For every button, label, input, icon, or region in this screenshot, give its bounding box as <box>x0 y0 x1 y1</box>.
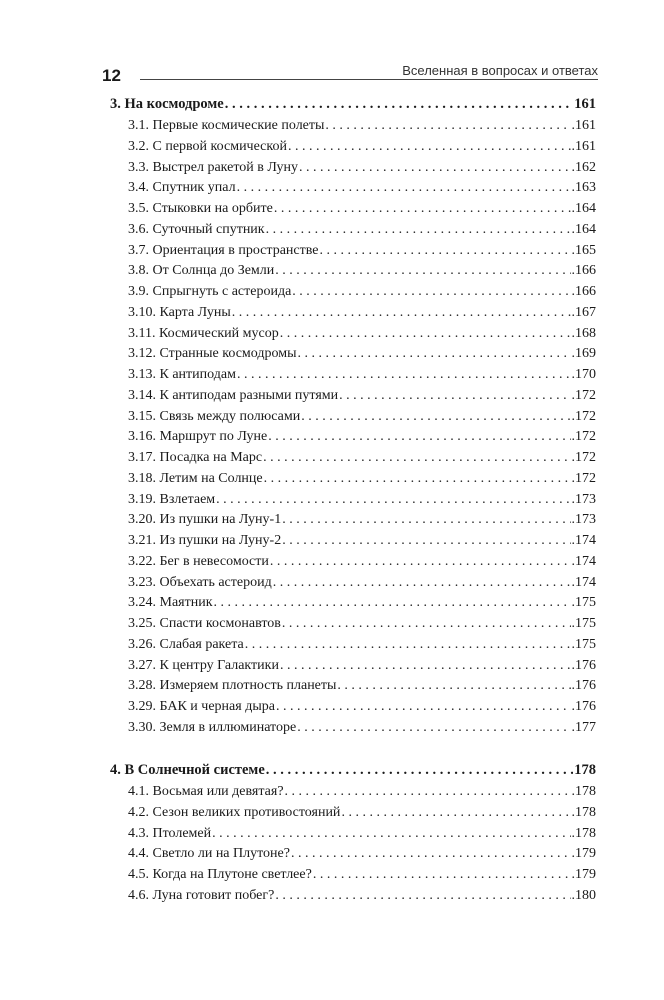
toc-entry <box>128 159 596 176</box>
toc-entry-page: .176 <box>571 699 596 714</box>
toc-entry-title: 3.29. БАК и черная дыра <box>128 699 275 714</box>
toc-entry-title: 3.9. Спрыгнуть с астероида <box>128 284 292 299</box>
toc-entry-page: .168 <box>571 325 596 341</box>
toc-leader-dots <box>292 283 570 300</box>
toc-entry-page: .172 <box>571 470 596 486</box>
toc-entry-title: 3.22. Бег в невесомости <box>128 553 269 569</box>
toc-entry-title: 3.13. К антиподам <box>128 367 236 382</box>
toc-entry-page: .180 <box>571 887 596 903</box>
toc-entry-title: 4.2. Сезон великих противостояний <box>128 804 341 820</box>
toc-entry-title: 3.14. К антиподам разными путями <box>128 387 339 403</box>
toc-leader-dots <box>232 304 571 321</box>
toc-entry <box>128 387 596 404</box>
toc-leader-dots <box>297 719 570 736</box>
toc-entry-page: .177 <box>571 719 596 735</box>
toc-entry <box>128 200 596 217</box>
toc-entry-page: .170 <box>571 367 596 382</box>
toc-section-page: 161 <box>574 96 596 112</box>
toc-entry-title: 3.24. Маятник <box>128 595 213 611</box>
toc-entry <box>128 511 596 528</box>
toc-entry-page: .167 <box>571 304 596 320</box>
toc-leader-dots <box>299 159 570 176</box>
toc-entry-title: 4.6. Луна готовит побег? <box>128 887 275 903</box>
toc-entry-page: .173 <box>571 512 596 528</box>
toc-entry <box>128 491 596 508</box>
toc-entry <box>128 657 596 674</box>
toc-entry-page: .162 <box>571 159 596 175</box>
toc-entry <box>128 636 596 653</box>
toc-leader-dots <box>268 428 570 445</box>
toc-entry <box>128 677 596 694</box>
toc-entry-page: .174 <box>571 533 596 548</box>
toc-leader-dots <box>288 138 571 155</box>
toc-entry-page: .161 <box>571 138 596 154</box>
toc-entry <box>128 179 596 196</box>
toc-leader-dots <box>274 200 571 217</box>
toc-entry-title: 4.4. Светло ли на Плутоне? <box>128 846 290 862</box>
page-number: 12 <box>102 66 121 85</box>
toc-entry-title: 3.10. Карта Луны <box>128 304 231 320</box>
toc-leader-dots <box>270 553 571 570</box>
toc-entry <box>128 366 596 383</box>
toc-entry-title: 3.25. Спасти космонавтов <box>128 616 281 631</box>
toc-leader-dots <box>325 117 570 134</box>
toc-leader-dots <box>214 594 571 611</box>
toc-entry <box>128 242 596 259</box>
toc-entry <box>128 866 596 883</box>
toc-entry-page: .179 <box>571 867 596 882</box>
toc-entry-page: .164 <box>571 221 596 237</box>
toc-leader-dots <box>275 887 570 904</box>
toc-entry-page: .176 <box>571 657 596 673</box>
toc-entry-page: .179 <box>571 846 596 862</box>
toc-entry <box>128 719 596 736</box>
toc-leader-dots <box>341 804 570 821</box>
toc-entry-title: 3.18. Летим на Солнце <box>128 470 263 486</box>
toc-entry-title: 3.8. От Солнца до Земли <box>128 263 275 279</box>
toc-entry <box>128 804 596 821</box>
toc-entry <box>128 470 596 487</box>
toc-entry-page: .175 <box>571 636 596 652</box>
toc-entry <box>128 594 596 611</box>
toc-leader-dots <box>263 449 570 466</box>
toc-entry-page: .172 <box>571 387 596 403</box>
toc-entry-title: 3.2. С первой космической <box>128 138 287 154</box>
toc-entry-page: .174 <box>571 574 596 590</box>
toc-entry <box>128 845 596 862</box>
toc-entry <box>128 345 596 362</box>
toc-entry <box>128 428 596 445</box>
toc-leader-dots <box>319 242 570 259</box>
running-title: Вселенная в вопросах и ответах <box>402 63 598 78</box>
toc-leader-dots <box>266 221 571 238</box>
toc-entry <box>128 408 596 425</box>
toc-entry <box>128 221 596 238</box>
toc-leader-dots <box>237 179 571 196</box>
toc-leader-dots <box>337 677 570 694</box>
toc-leader-dots <box>273 574 571 591</box>
toc-entry-page: .172 <box>571 408 596 424</box>
toc-leader-dots <box>237 366 571 383</box>
toc-entry <box>128 117 596 134</box>
toc-entry <box>128 532 596 549</box>
toc-entry-title: 4.1. Восьмая или девятая? <box>128 784 284 799</box>
toc-entry <box>128 887 596 904</box>
toc-entry-page: .178 <box>571 825 596 841</box>
toc-entry-page: .169 <box>571 346 596 362</box>
toc-entry-page: .166 <box>571 284 596 299</box>
toc-entry <box>128 783 596 800</box>
toc-entry-title: 3.16. Маршрут по Луне <box>128 429 268 445</box>
toc-leader-dots <box>264 470 571 487</box>
toc-section <box>110 96 596 113</box>
toc-entry <box>128 574 596 591</box>
toc-entry-title: 4.5. Когда на Плутоне светлее? <box>128 867 312 882</box>
toc-leader-dots <box>275 262 570 279</box>
toc-leader-dots <box>282 615 571 632</box>
toc-entry <box>128 615 596 632</box>
toc-entry-title: 3.1. Первые космические полеты <box>128 118 325 133</box>
toc-entry <box>128 449 596 466</box>
toc-entry-title: 3.19. Взлетаем <box>128 491 216 507</box>
toc-entry-title: 4.3. Птолемей <box>128 825 212 841</box>
toc-leader-dots <box>216 491 570 508</box>
toc-leader-dots <box>282 532 570 549</box>
toc-entry <box>128 304 596 321</box>
toc-entry-page: .166 <box>571 263 596 279</box>
toc-section-page: 178 <box>574 762 596 778</box>
toc-entry-title: 3.6. Суточный спутник <box>128 221 265 237</box>
toc-leader-dots <box>276 698 571 715</box>
toc-entry-title: 3.11. Космический мусор <box>128 325 279 341</box>
toc-leader-dots <box>298 345 571 362</box>
toc-section <box>110 762 596 779</box>
toc-leader-dots <box>313 866 571 883</box>
toc-leader-dots <box>282 511 570 528</box>
toc-leader-dots <box>245 636 571 653</box>
toc-entry-title: 3.3. Выстрел ракетой в Луну <box>128 159 299 175</box>
toc-entry-title: 3.28. Измеряем плотность планеты <box>128 678 337 694</box>
toc-entry-title: 3.5. Стыковки на орбите <box>128 201 273 216</box>
toc-entry-page: .163 <box>571 180 596 196</box>
toc-entry-page: .178 <box>571 784 596 799</box>
toc-entry-page: .175 <box>571 616 596 631</box>
toc-leader-dots <box>212 825 570 842</box>
toc-entry-title: 3.30. Земля в иллюминаторе <box>128 719 297 735</box>
toc-entry-page: .172 <box>571 429 596 445</box>
toc-entry <box>128 262 596 279</box>
toc-entry-title: 3.21. Из пушки на Луну-2 <box>128 533 282 548</box>
toc-entry <box>128 553 596 570</box>
toc-entry-title: 3.12. Странные космодромы <box>128 346 297 362</box>
toc-leader-dots <box>285 783 571 800</box>
toc-entry-page: .173 <box>571 491 596 507</box>
toc-leader-dots <box>301 408 570 425</box>
toc-entry-page: .165 <box>571 242 596 258</box>
toc-entry-page: .161 <box>571 118 596 133</box>
toc-entry-page: .176 <box>571 678 596 694</box>
toc-section-title: 3. На космодроме <box>110 96 224 112</box>
toc-entry-title: 3.20. Из пушки на Луну-1 <box>128 512 282 528</box>
toc-leader-dots <box>339 387 570 404</box>
toc-entry-title: 3.26. Слабая ракета <box>128 636 244 652</box>
toc-entry-title: 3.17. Посадка на Марс <box>128 450 263 465</box>
toc-entry-title: 3.23. Объехать астероид <box>128 574 272 590</box>
toc-entry-title: 3.4. Спутник упал <box>128 180 236 196</box>
toc-entry <box>128 325 596 342</box>
toc-leader-dots <box>291 845 571 862</box>
toc-leader-dots <box>225 96 574 113</box>
toc-leader-dots <box>280 325 571 342</box>
toc-entry-page: .178 <box>571 804 596 820</box>
header-rule <box>140 79 598 80</box>
toc-entry <box>128 825 596 842</box>
toc-entry <box>128 138 596 155</box>
toc-entry-page: .175 <box>571 595 596 611</box>
toc-entry-page: .174 <box>571 553 596 569</box>
toc-entry <box>128 698 596 715</box>
toc-leader-dots <box>280 657 571 674</box>
toc-entry-title: 3.7. Ориентация в пространстве <box>128 242 319 258</box>
toc-entry-page: .172 <box>571 450 596 465</box>
toc-entry <box>128 283 596 300</box>
toc-entry-page: .164 <box>571 201 596 216</box>
toc-entry-title: 3.15. Связь между полюсами <box>128 408 301 424</box>
toc-entry-title: 3.27. К центру Галактики <box>128 657 279 673</box>
toc-section-title: 4. В Солнечной системе <box>110 762 265 778</box>
toc-leader-dots <box>266 762 574 779</box>
